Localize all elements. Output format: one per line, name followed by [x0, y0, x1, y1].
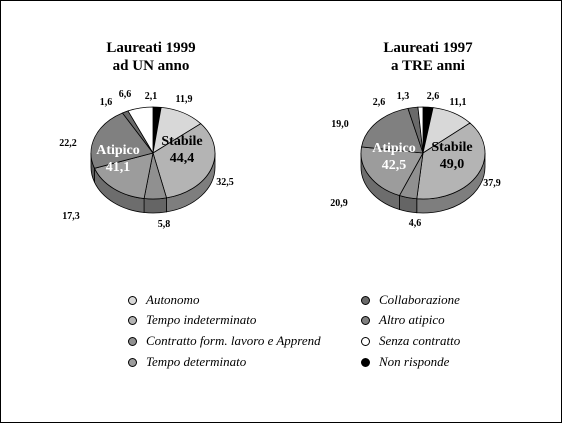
legend-marker-1: [361, 296, 370, 305]
legend-item-7: [361, 354, 449, 370]
legend-marker-7: [361, 358, 370, 367]
pie-title-1997-line2: a TRE anni: [391, 58, 465, 74]
pie-0-label-3: 5,8: [157, 219, 171, 230]
pie-0-group-value-1: 41,1: [105, 160, 131, 175]
pie-1-label-3: 4,6: [408, 218, 422, 229]
pie-0-label-1: 11,9: [175, 94, 193, 105]
pie-0-label-5: 22,2: [59, 138, 77, 149]
legend-label-3: Altro atipico: [379, 312, 445, 327]
pie-0-group-name-0: Stabile: [161, 134, 203, 149]
legend-label-2: Tempo indeterminato: [146, 312, 257, 327]
pie-1-label-4: 20,9: [330, 198, 348, 209]
legend-label-5: Senza contratto: [379, 333, 461, 348]
legend-item-1: [361, 292, 460, 308]
pie-0-label-7: 6,6: [118, 89, 132, 100]
pie-1: [330, 91, 501, 229]
legend-marker-4: [128, 337, 137, 346]
pie-1-group-value-1: 42,5: [381, 158, 407, 173]
legend-label-0: Autonomo: [146, 292, 200, 307]
pie-1-label-2: 37,9: [483, 178, 501, 189]
pie-1-label-7: 1,3: [396, 91, 410, 102]
legend-label-6: Tempo determinato: [146, 354, 247, 369]
legend-item-0: [128, 292, 199, 308]
legend-marker-3: [361, 316, 370, 325]
pie-1-label-0: 2,6: [426, 91, 440, 102]
legend-marker-2: [128, 316, 137, 325]
pie-1-group-value-0: 49,0: [439, 157, 465, 172]
pie-1-label-1: 11,1: [449, 97, 467, 108]
pie-0-group-value-0: 44,4: [169, 151, 195, 166]
legend-item-5: [361, 333, 460, 349]
pie-1-label-5: 19,0: [331, 119, 349, 130]
pie-title-1997-line1: Laureati 1997: [383, 40, 473, 56]
legend-marker-0: [128, 296, 137, 305]
pie-1-group-name-0: Stabile: [431, 140, 473, 155]
pie-0-label-0: 2,1: [144, 91, 158, 102]
pie-0: [59, 89, 234, 230]
pie-title-1999-line1: Laureati 1999: [106, 40, 196, 56]
pie-0-group-name-1: Atipico: [96, 143, 140, 158]
pie-0-label-2: 32,5: [216, 177, 234, 188]
legend-label-1: Collaborazione: [379, 292, 460, 307]
pie-0-label-4: 17,3: [62, 211, 80, 222]
pie-1-label-6: 2,6: [372, 97, 386, 108]
pie-0-label-6: 1,6: [99, 97, 113, 108]
legend-label-4: Contratto form. lavoro e Apprend: [146, 333, 321, 348]
legend-item-3: [361, 312, 445, 328]
pie-0-wall-3: [144, 198, 166, 213]
legend-marker-5: [361, 337, 370, 346]
legend-item-2: [128, 312, 256, 328]
legend-item-6: [128, 354, 246, 370]
pie-1-group-name-1: Atipico: [372, 141, 416, 156]
pie-charts-svg: [1, 1, 561, 422]
legend-marker-6: [128, 358, 137, 367]
legend-item-4: [128, 333, 321, 349]
pie-title-1999-line2: ad UN anno: [112, 58, 190, 74]
legend-label-7: Non risponde: [379, 354, 450, 369]
